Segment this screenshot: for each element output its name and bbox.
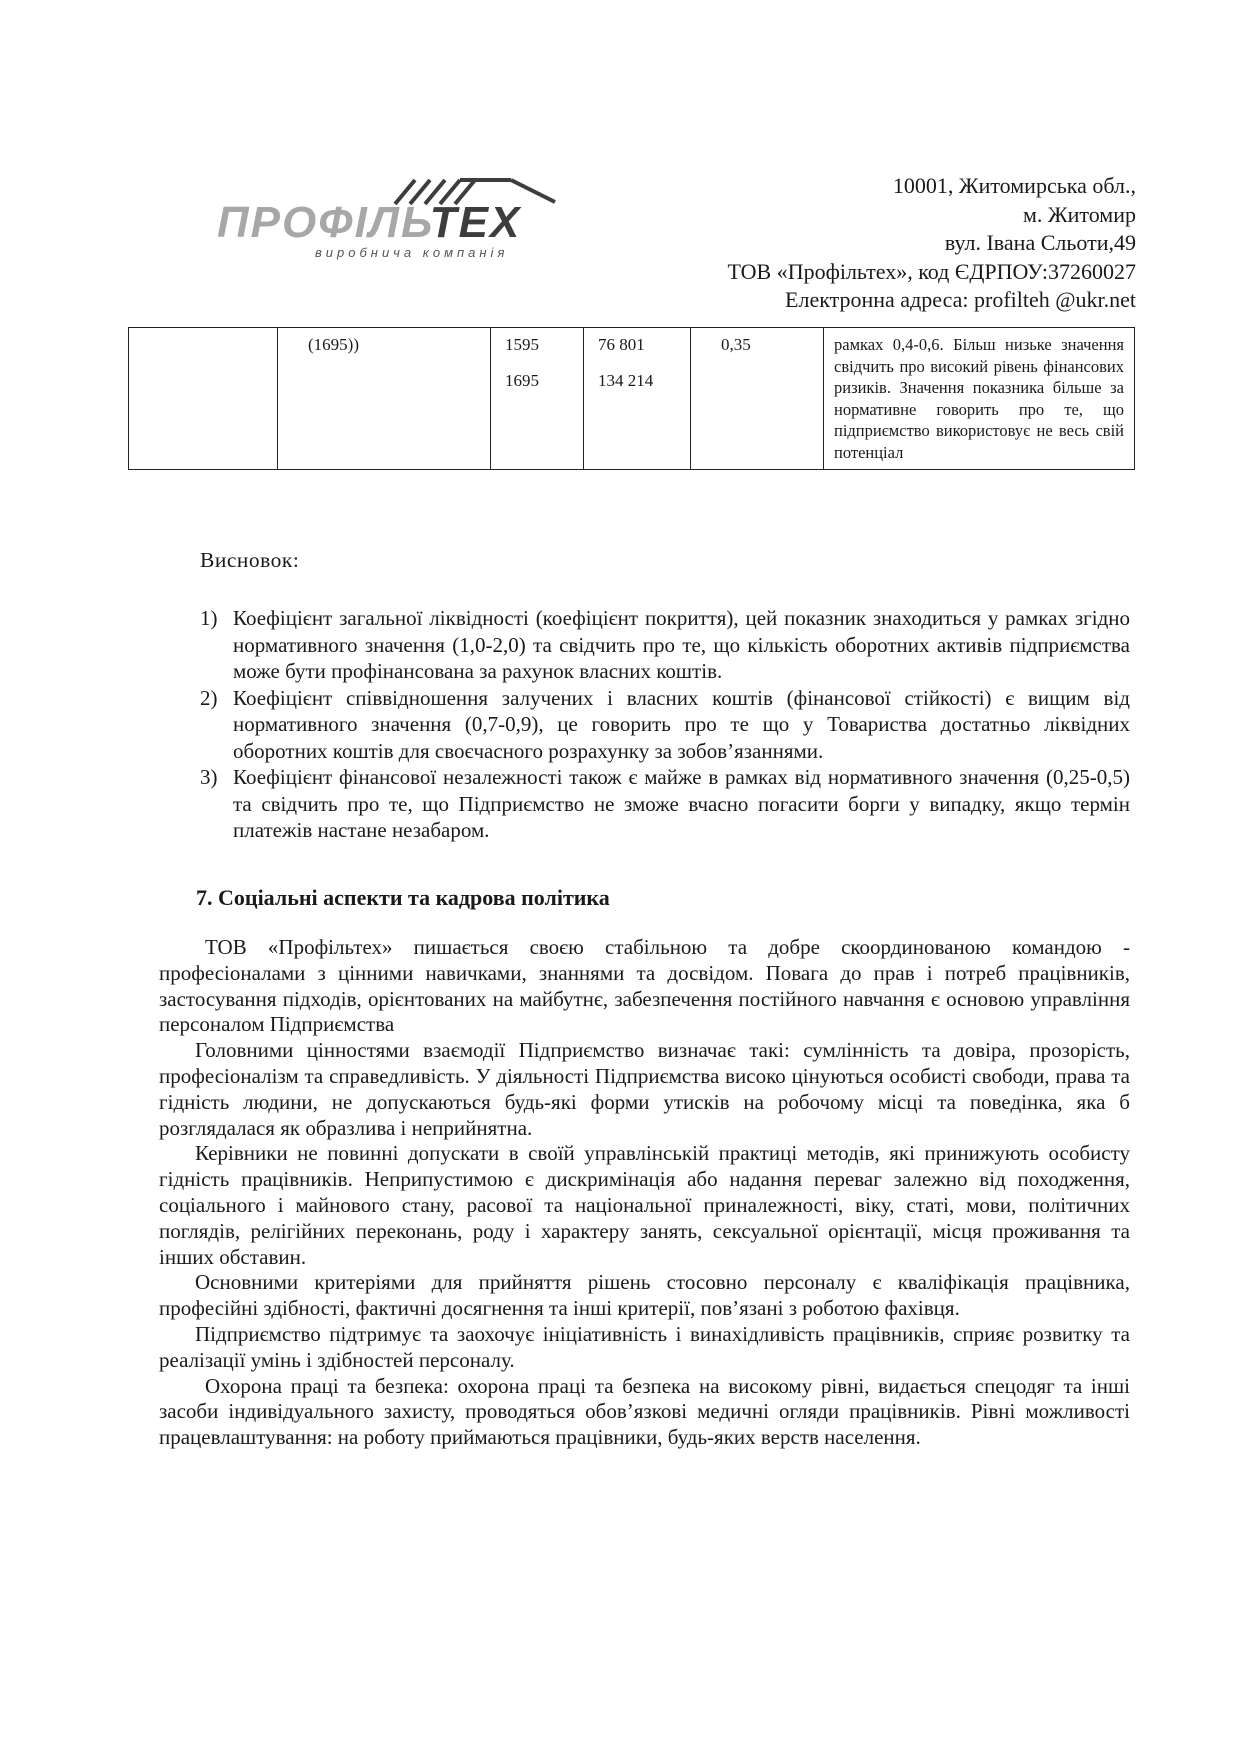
- address-line: вул. Івана Сльоти,49: [944, 230, 1136, 255]
- table-cell-codes: [491, 328, 584, 470]
- address-block: [727, 172, 1136, 315]
- logo-name: [217, 198, 521, 248]
- table-cell-values: [584, 328, 691, 470]
- list-item: [200, 605, 1130, 685]
- table-row: [129, 328, 1135, 470]
- address-line: м. Житомир: [1022, 201, 1136, 227]
- paragraph: ТОВ «Профільтех» пишається своєю стабільною та добре скоординованою командою - професіоналами з цінними навичками, знаннями та досвідом. Повага до прав і потреб працівників, застосування підходів, орієнтованих на майбутнє, забезпечення постійного навчання є основою управління персоналом Підприємства: [159, 935, 1130, 1037]
- table-cell-comment: рамках 0,4-0,6. Більш низьке значення свідчить про високий рівень фінансових ризиків. Значення показника більше за нормативне говорить про те, що підприємство використовує не весь свій потенціал: [824, 328, 1135, 470]
- paragraph: Керівники не повинні допускати в своїй управлінській практиці методів, які принижують особисту гідність працівників. Неприпустимою є дискримінація або надання переваг залежно від походження, соціального і майнового стану, расової та національної приналежності, віку, статі, мови, політичних поглядів, релігійних переконань, роду і характеру занять, сексуальної орієнтації, місця проживання та інших обставин.: [159, 1141, 1130, 1269]
- section-body: [159, 935, 1130, 1451]
- logo-name-part2: ТЕХ: [429, 198, 522, 247]
- logo-name-part1: ПРОФІЛЬ: [217, 198, 430, 247]
- company-code-line: ТОВ «Профільтех», код ЄДРПОУ:37260027: [727, 258, 1136, 284]
- table-cell-ratio: 0,35: [691, 328, 824, 470]
- amount-value: 76 801: [598, 335, 645, 354]
- list-number: 2): [200, 685, 218, 710]
- section-heading: 7. Соціальні аспекти та кадрова політика: [196, 885, 610, 910]
- email-line: Електронна адреса: profilteh @ukr.net: [785, 287, 1136, 312]
- list-text: Коефіцієнт фінансової незалежності також є майже в рамках від нормативного значення (0,25-0,5) та свідчить про те, що Підприємство не зможе вчасно погасити борги у випадку, якщо термін платежів настане незабаром.: [233, 765, 1130, 842]
- table-cell: [129, 328, 278, 470]
- paragraph: Основними критеріями для прийняття рішень стосовно персоналу є кваліфікація працівника, професійні здібності, фактичні досягнення та інші критерії, пов’язані з роботою фахівця.: [159, 1270, 1130, 1321]
- address-line: 10001, Житомирська обл.,: [892, 173, 1136, 198]
- list-text: Коефіцієнт співвідношення залучених і власних коштів (фінансової стійкості) є вищим від нормативного значення (0,7-0,9), це говорить про те що у Товариства достатньо ліквідних оборотних коштів для своєчасного розрахунку за зобов’язаннями.: [233, 685, 1130, 763]
- paragraph: Головними цінностями взаємодії Підприємство визначає такі: сумлінність та довіра, прозорість, професіоналізм та справедливість. У діяльності Підприємства високо цінуються особисті свободи, права та гідність людини, не допускаються будь-які форми утисків на робочому місці та поведінка, яка б розглядалася як образлива і неприйнятна.: [159, 1038, 1130, 1140]
- list-number: 1): [200, 606, 218, 630]
- conclusion-list: [200, 605, 1130, 844]
- code-value: 1595: [505, 335, 539, 354]
- ratio-table: [128, 327, 1135, 470]
- logo-subtitle: виробнича компанія: [315, 245, 509, 260]
- list-number: 3): [200, 765, 218, 789]
- amount-value: 134 214: [598, 371, 654, 390]
- paragraph: Охорона праці та безпека: охорона праці та безпека на високому рівні, видається спецодяг та інші засоби індивідуального захисту, проводяться обов’язкові медичні огляди працівників. Рівні можливості працевлаштування: на роботу приймаються працівники, будь-яких верств населення.: [159, 1373, 1130, 1450]
- list-item: [200, 764, 1130, 844]
- list-item: [200, 685, 1130, 765]
- list-text: Коефіцієнт загальної ліквідності (коефіцієнт покриття), цей показник знаходиться у рамках згідно нормативного значення (1,0-2,0) та свідчить про те, що кількість оборотних активів підприємства може бути профінансована за рахунок власних коштів.: [233, 606, 1130, 683]
- paragraph: Підприємство підтримує та заохочує ініціативність і винахідливість працівників, сприяє розвитку та реалізації умінь і здібностей персоналу.: [159, 1321, 1130, 1372]
- table-cell-formula: (1695)): [278, 328, 491, 470]
- code-value: 1695: [505, 371, 539, 390]
- conclusion-title: Висновок:: [200, 548, 300, 572]
- company-logo: [215, 172, 575, 272]
